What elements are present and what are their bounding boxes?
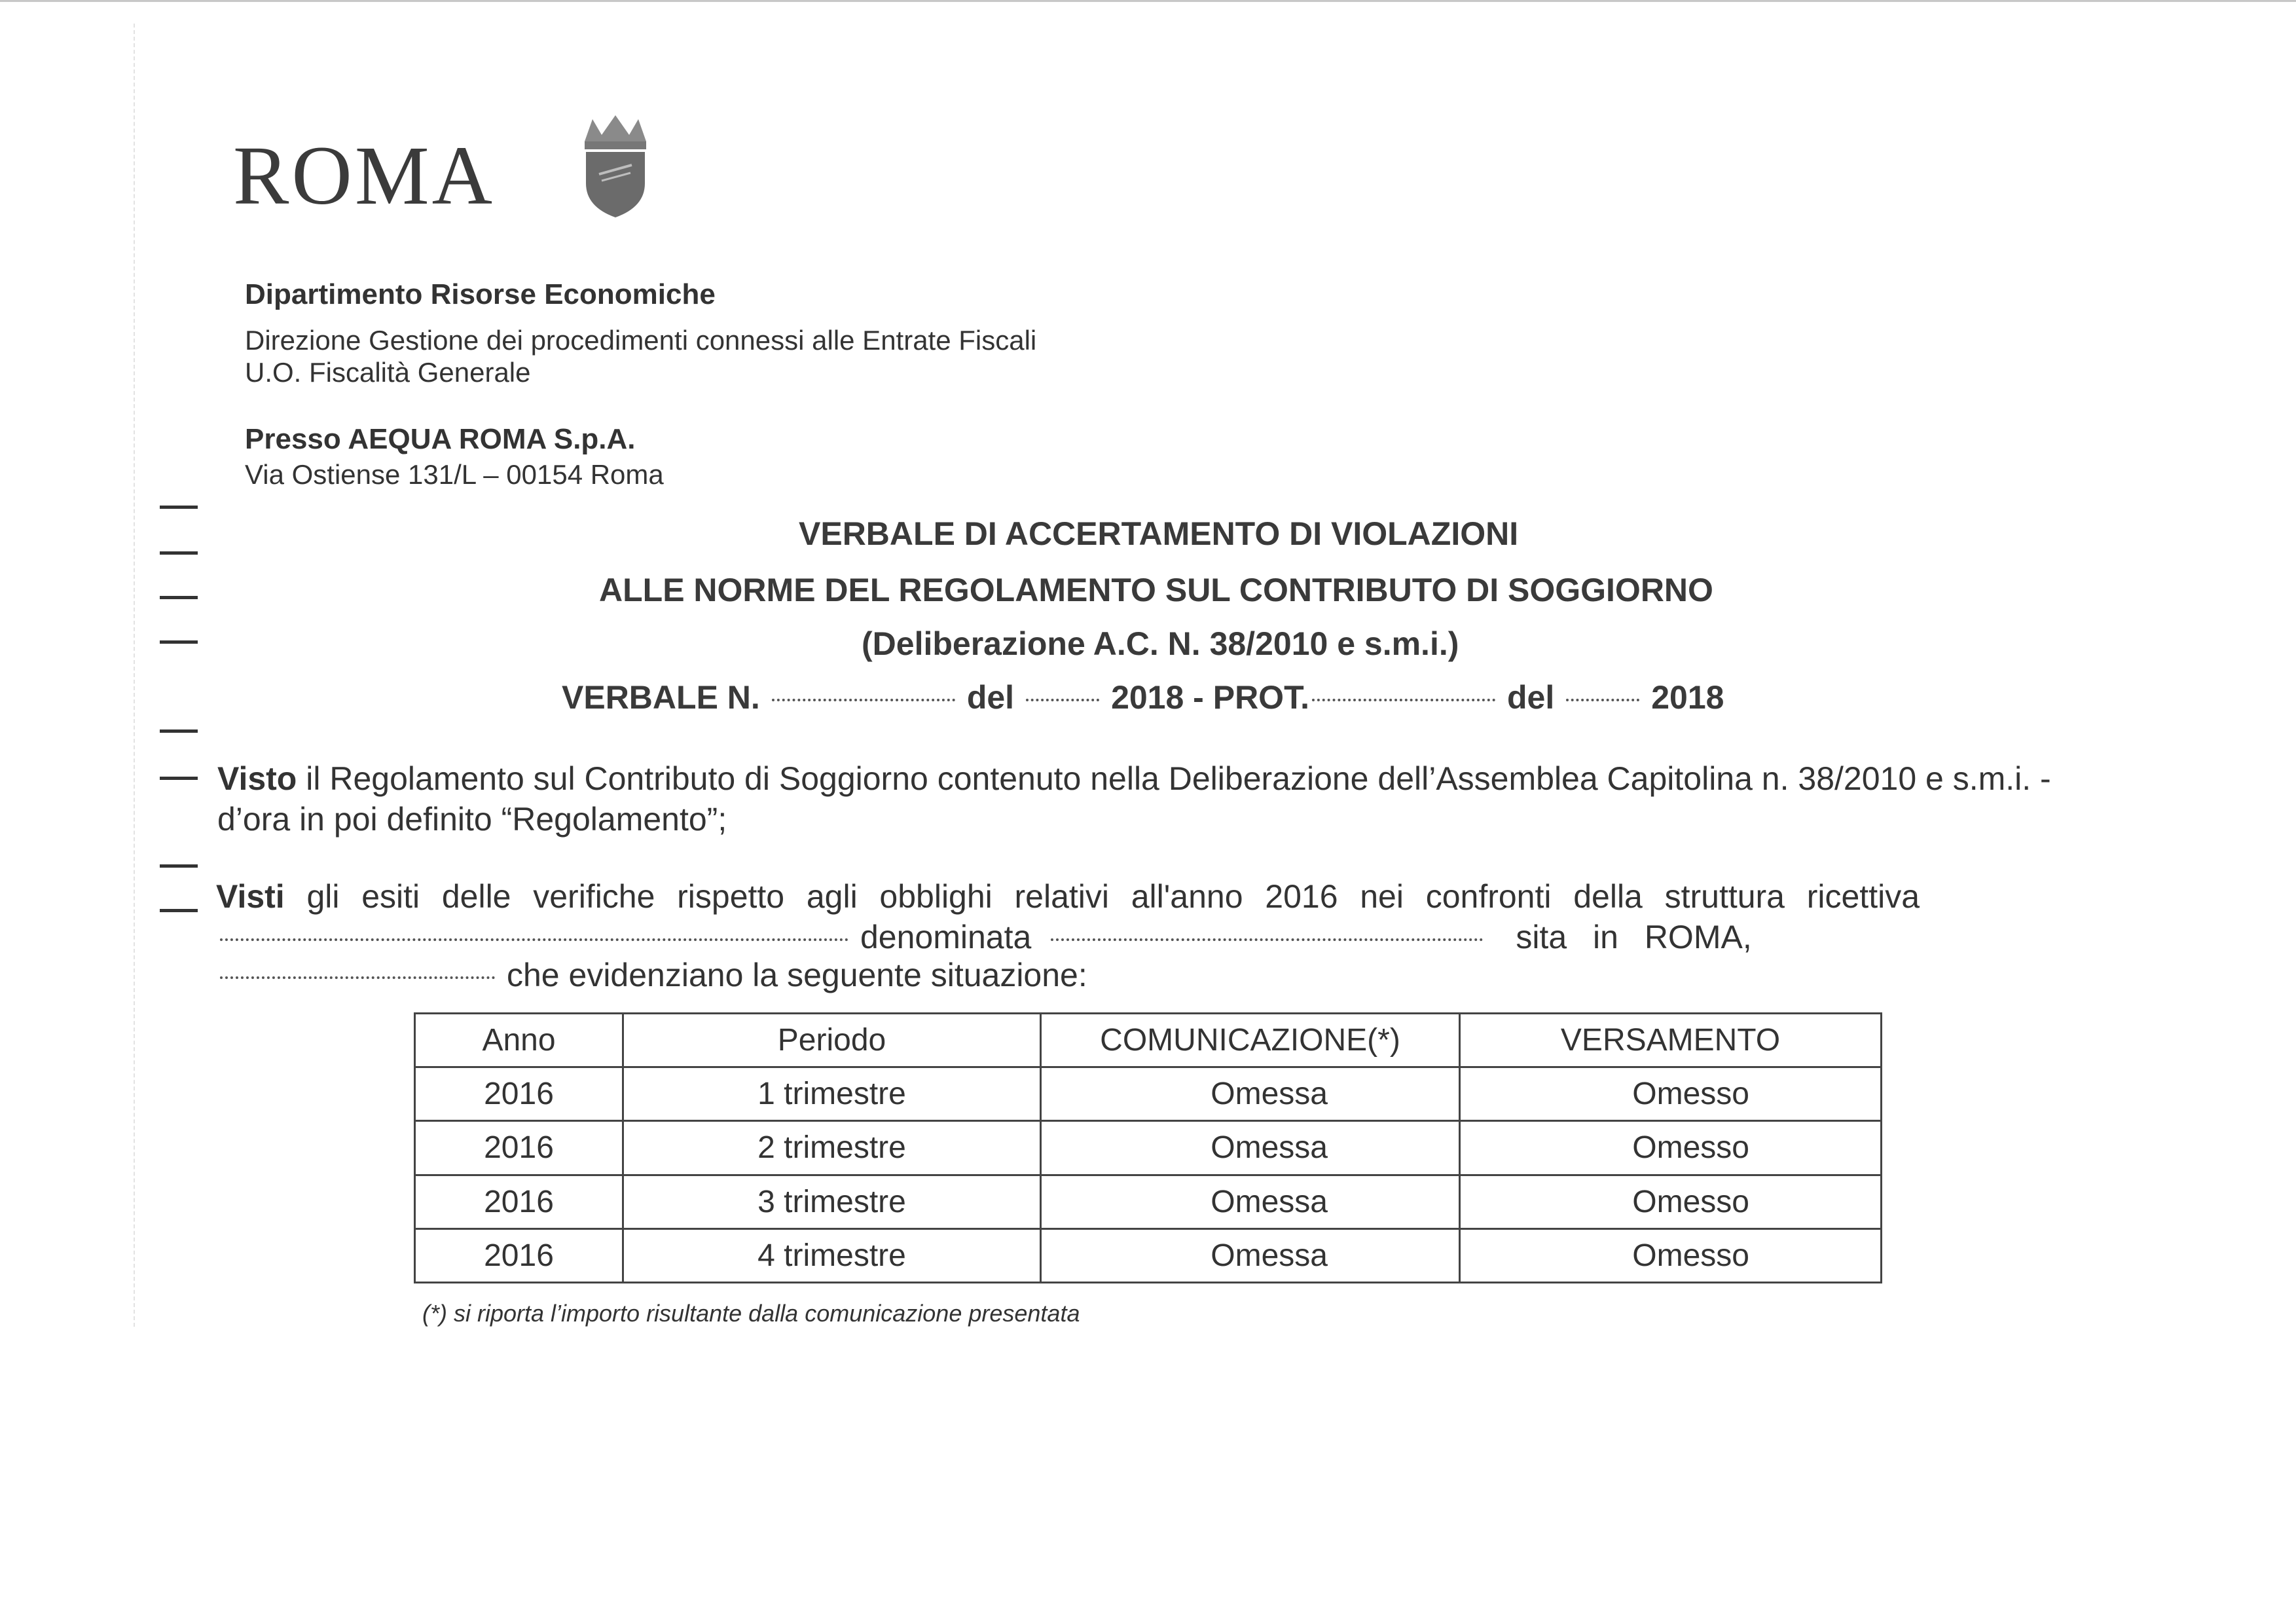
cell-anno: 2016	[415, 1121, 623, 1175]
year-prot-label: 2018 - PROT.	[1111, 679, 1309, 716]
margin-mark	[160, 864, 198, 868]
scan-edge	[0, 0, 2296, 2]
unit-name: U.O. Fiscalità Generale	[245, 357, 531, 388]
cell-periodo: 1 trimestre	[623, 1067, 1041, 1121]
prot-date-field	[1566, 699, 1639, 701]
struttura-name-field	[220, 938, 848, 941]
visti-lead: Visti	[216, 878, 285, 915]
denominazione-field	[1051, 938, 1483, 941]
header-periodo: Periodo	[623, 1014, 1041, 1067]
header-anno: Anno	[415, 1014, 623, 1067]
cell-periodo: 4 trimestre	[623, 1228, 1041, 1282]
cell-versamento: Omesso	[1460, 1121, 1882, 1175]
cell-periodo: 3 trimestre	[623, 1175, 1041, 1228]
verbale-label: VERBALE N.	[562, 679, 760, 716]
margin-mark	[160, 640, 198, 644]
verbale-line	[562, 678, 1724, 716]
verbale-number-field	[772, 699, 955, 701]
title-line-3: (Deliberazione A.C. N. 38/2010 e s.m.i.)	[862, 625, 1459, 662]
table-row	[415, 1067, 1882, 1121]
cell-versamento: Omesso	[1460, 1067, 1882, 1121]
table-row	[415, 1175, 1882, 1228]
table-header-row	[415, 1014, 1882, 1067]
del-label-2: del	[1506, 679, 1555, 716]
visto-line-2: d’ora in poi definito “Regolamento”;	[217, 801, 727, 838]
visti-line-2	[220, 918, 1752, 956]
visti-text-3: che evidenziano la seguente situazione:	[507, 957, 1087, 993]
direction-name: Direzione Gestione dei procedimenti connessi alle Entrate Fiscali	[245, 325, 1037, 356]
del-label: del	[966, 679, 1015, 716]
sita-label: sita in ROMA,	[1516, 919, 1752, 955]
title-line-2: ALLE NORME DEL REGOLAMENTO SUL CONTRIBUTO DI SOGGIORNO	[599, 572, 1713, 608]
verbale-date-field	[1026, 699, 1099, 701]
office-name: Presso AEQUA ROMA S.p.A.	[245, 423, 636, 455]
cell-comunicazione: Omessa	[1041, 1175, 1460, 1228]
denominata-label: denominata	[860, 919, 1032, 955]
visti-line-1	[216, 877, 1920, 915]
cell-anno: 2016	[415, 1228, 623, 1282]
prot-number-field	[1312, 699, 1495, 701]
roma-crest-icon	[579, 115, 651, 217]
cell-comunicazione: Omessa	[1041, 1067, 1460, 1121]
address-field	[220, 976, 495, 979]
margin-mark	[160, 777, 198, 780]
visto-text-1: il Regolamento sul Contributo di Soggiorno contenuto nella Deliberazione dell’Assemblea Capitolina n. 38/2010 e s.m.i. -	[306, 760, 2051, 797]
situation-table	[414, 1012, 1882, 1283]
header-versamento: VERSAMENTO	[1460, 1014, 1882, 1067]
title-line-1: VERBALE DI ACCERTAMENTO DI VIOLAZIONI	[799, 515, 1519, 552]
header-comunicazione: COMUNICAZIONE(*)	[1041, 1014, 1460, 1067]
visto-line-1	[217, 760, 2051, 798]
margin-mark	[160, 909, 198, 912]
margin-mark	[160, 596, 198, 599]
table-row	[415, 1228, 1882, 1282]
roma-logo-text: ROMA	[233, 129, 496, 222]
table-footnote: (*) si riporta l’importo risultante dalla comunicazione presentata	[422, 1300, 1080, 1327]
cell-comunicazione: Omessa	[1041, 1121, 1460, 1175]
visti-text-1: gli esiti delle verifiche rispetto agli obblighi relativi all'anno 2016 nei confronti della struttura ricettiva	[306, 878, 1920, 915]
table-row	[415, 1121, 1882, 1175]
cell-versamento: Omesso	[1460, 1228, 1882, 1282]
cell-comunicazione: Omessa	[1041, 1228, 1460, 1282]
cell-periodo: 2 trimestre	[623, 1121, 1041, 1175]
cell-anno: 2016	[415, 1175, 623, 1228]
visti-line-3	[220, 956, 1087, 994]
office-address: Via Ostiense 131/L – 00154 Roma	[245, 459, 664, 490]
department-name: Dipartimento Risorse Economiche	[245, 278, 716, 310]
margin-mark	[160, 551, 198, 555]
visto-lead: Visto	[217, 760, 297, 797]
year-label: 2018	[1651, 679, 1724, 716]
page-margin-line	[134, 24, 135, 1327]
margin-mark	[160, 506, 198, 509]
margin-mark	[160, 729, 198, 733]
cell-anno: 2016	[415, 1067, 623, 1121]
cell-versamento: Omesso	[1460, 1175, 1882, 1228]
